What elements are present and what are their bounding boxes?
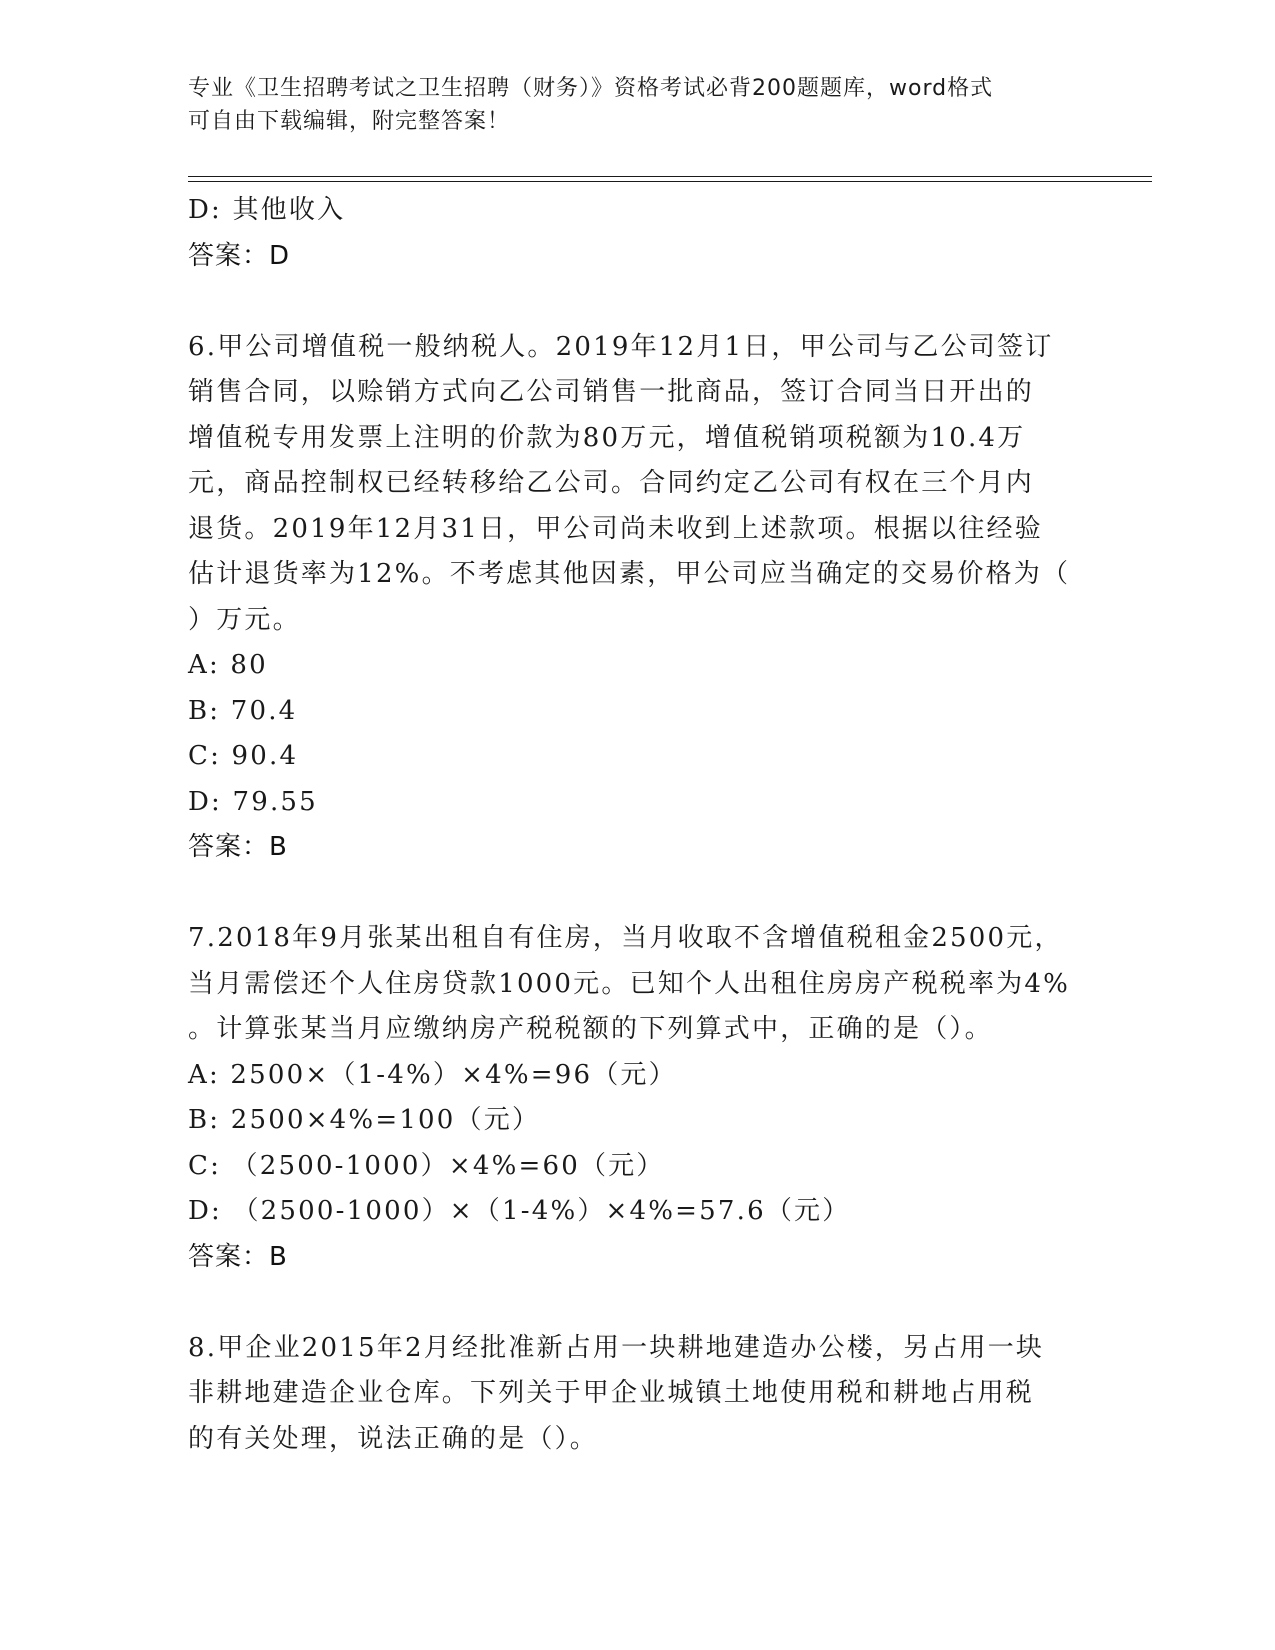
question-8 (188, 1326, 1088, 1463)
spacer (188, 1280, 1088, 1326)
q6-option-a: A: 80 (188, 650, 268, 680)
header-rule-top (188, 176, 1152, 177)
q5-answer: 答案：D (188, 240, 291, 271)
q6-text-line: 6.甲公司增值税一般纳税人。2019年12月1日，甲公司与乙公司签订 (188, 331, 1054, 362)
question-7 (188, 916, 1088, 1280)
q6-text-line: 增值税专用发票上注明的价款为80万元，增值税销项税额为10.4万 (188, 422, 1026, 453)
q6-option-c: C: 90.4 (188, 741, 299, 771)
page-header (188, 72, 1068, 138)
question-5-tail (188, 188, 1088, 279)
q6-text-line: 元，商品控制权已经转移给乙公司。合同约定乙公司有权在三个月内 (188, 468, 1035, 498)
q6-answer: 答案：B (188, 832, 288, 862)
header-line-2: 可自由下载编辑，附完整答案！ (188, 109, 511, 134)
q7-option-c: C: （2500-1000）×4%=60（元） (188, 1150, 665, 1181)
q6-text-line: 退货。2019年12月31日，甲公司尚未收到上述款项。根据以往经验 (188, 513, 1043, 544)
q6-option-b: B: 70.4 (188, 695, 298, 726)
q7-option-a: A: 2500×（1-4%）×4%=96（元） (188, 1059, 677, 1090)
q7-text-line: 7.2018年9月张某出租自有住房，当月收取不含增值税租金2500元， (188, 923, 1063, 953)
q6-text-line: ）万元。 (188, 604, 301, 635)
spacer (188, 279, 1088, 325)
document-body (188, 188, 1088, 1462)
q8-text-line: 8.甲企业2015年2月经批准新占用一块耕地建造办公楼，另占用一块 (188, 1332, 1045, 1363)
q7-text-line: 当月需偿还个人住房贷款1000元。已知个人出租住房房产税税率为4% (188, 968, 1071, 999)
q7-text-line: 。计算张某当月应缴纳房产税税额的下列算式中，正确的是（）。 (188, 1014, 993, 1044)
spacer (188, 871, 1088, 917)
q5-option-d: D: 其他收入 (188, 195, 346, 225)
q6-text-line: 估计退货率为12%。不考虑其他因素，甲公司应当确定的交易价格为（ (188, 559, 1071, 589)
q8-text-line: 非耕地建造企业仓库。下列关于甲企业城镇土地使用税和耕地占用税 (188, 1378, 1035, 1408)
header-line-1: 专业《卫生招聘考试之卫生招聘（财务）》资格考试必背200题题库，word格式 (188, 76, 994, 101)
q7-option-d: D: （2500-1000）×（1-4%）×4%=57.6（元） (188, 1196, 851, 1226)
q7-option-b: B: 2500×4%=100（元） (188, 1105, 541, 1135)
header-rule-bottom (188, 181, 1152, 182)
q7-answer: 答案：B (188, 1241, 288, 1272)
q6-option-d: D: 79.55 (188, 786, 318, 817)
question-6 (188, 325, 1088, 871)
q6-text-line: 销售合同，以赊销方式向乙公司销售一批商品，签订合同当日开出的 (188, 377, 1035, 407)
q8-text-line: 的有关处理，说法正确的是（）。 (188, 1423, 599, 1454)
